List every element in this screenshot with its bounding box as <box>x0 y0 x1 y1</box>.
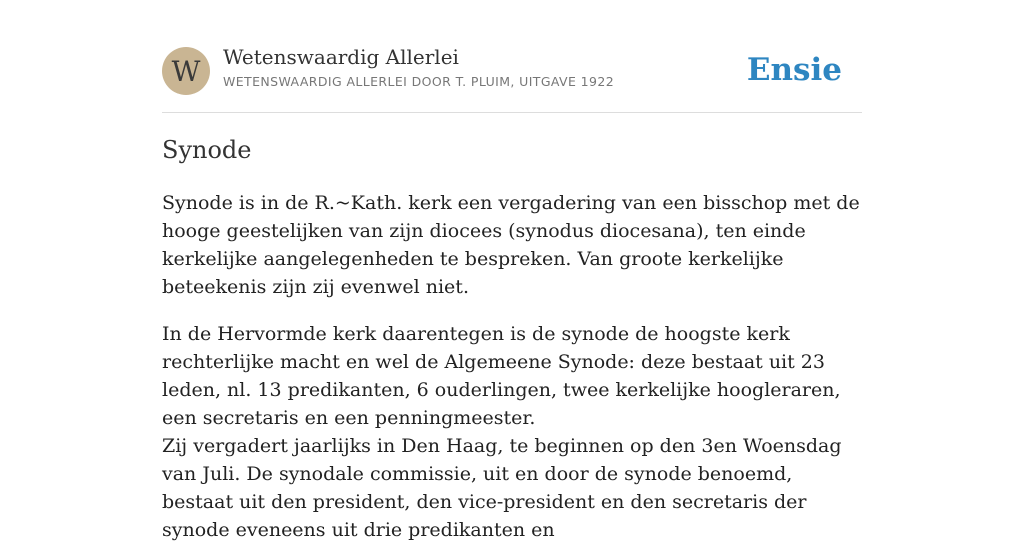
entry-paragraph: In de Hervormde kerk daarentegen is de synode de hoogste kerk rechterlijke macht en wel de Algemeene Synode: deze bestaat uit 23 leden, nl. 13 predikanten, 6 ouderlingen, twee kerkelijke hoogleraren, een secretaris en een penningmeester. <box>162 323 841 429</box>
page-container <box>162 0 862 541</box>
source-header <box>162 0 862 113</box>
entry-body <box>162 189 862 544</box>
entry-paragraph: Zij vergadert jaarlijks in Den Haag, te beginnen op den 3en Woensdag van Juli. De synodale commissie, uit en door de synode benoemd, bestaat uit den president, den vice-president en den secretaris der synode eveneens uit drie predikanten en <box>162 435 842 541</box>
source-subtitle: WETENSWAARDIG ALLERLEI DOOR T. PLUIM, UITGAVE 1922 <box>223 74 615 89</box>
source-avatar[interactable]: W <box>162 47 210 95</box>
source-title[interactable]: Wetenswaardig Allerlei <box>223 45 459 69</box>
ensie-logo-link[interactable]: Ensie <box>746 52 842 88</box>
entry-paragraph: Synode is in de R.~Kath. kerk een vergadering van een bisschop met de hooge geestelijken van zijn diocees (synodus diocesana), ten einde kerkelijke aangelegenheden te bespreken. Van groote kerkelijke beteekenis zijn zij evenwel niet. <box>162 192 860 298</box>
entry-title: Synode <box>162 136 252 164</box>
